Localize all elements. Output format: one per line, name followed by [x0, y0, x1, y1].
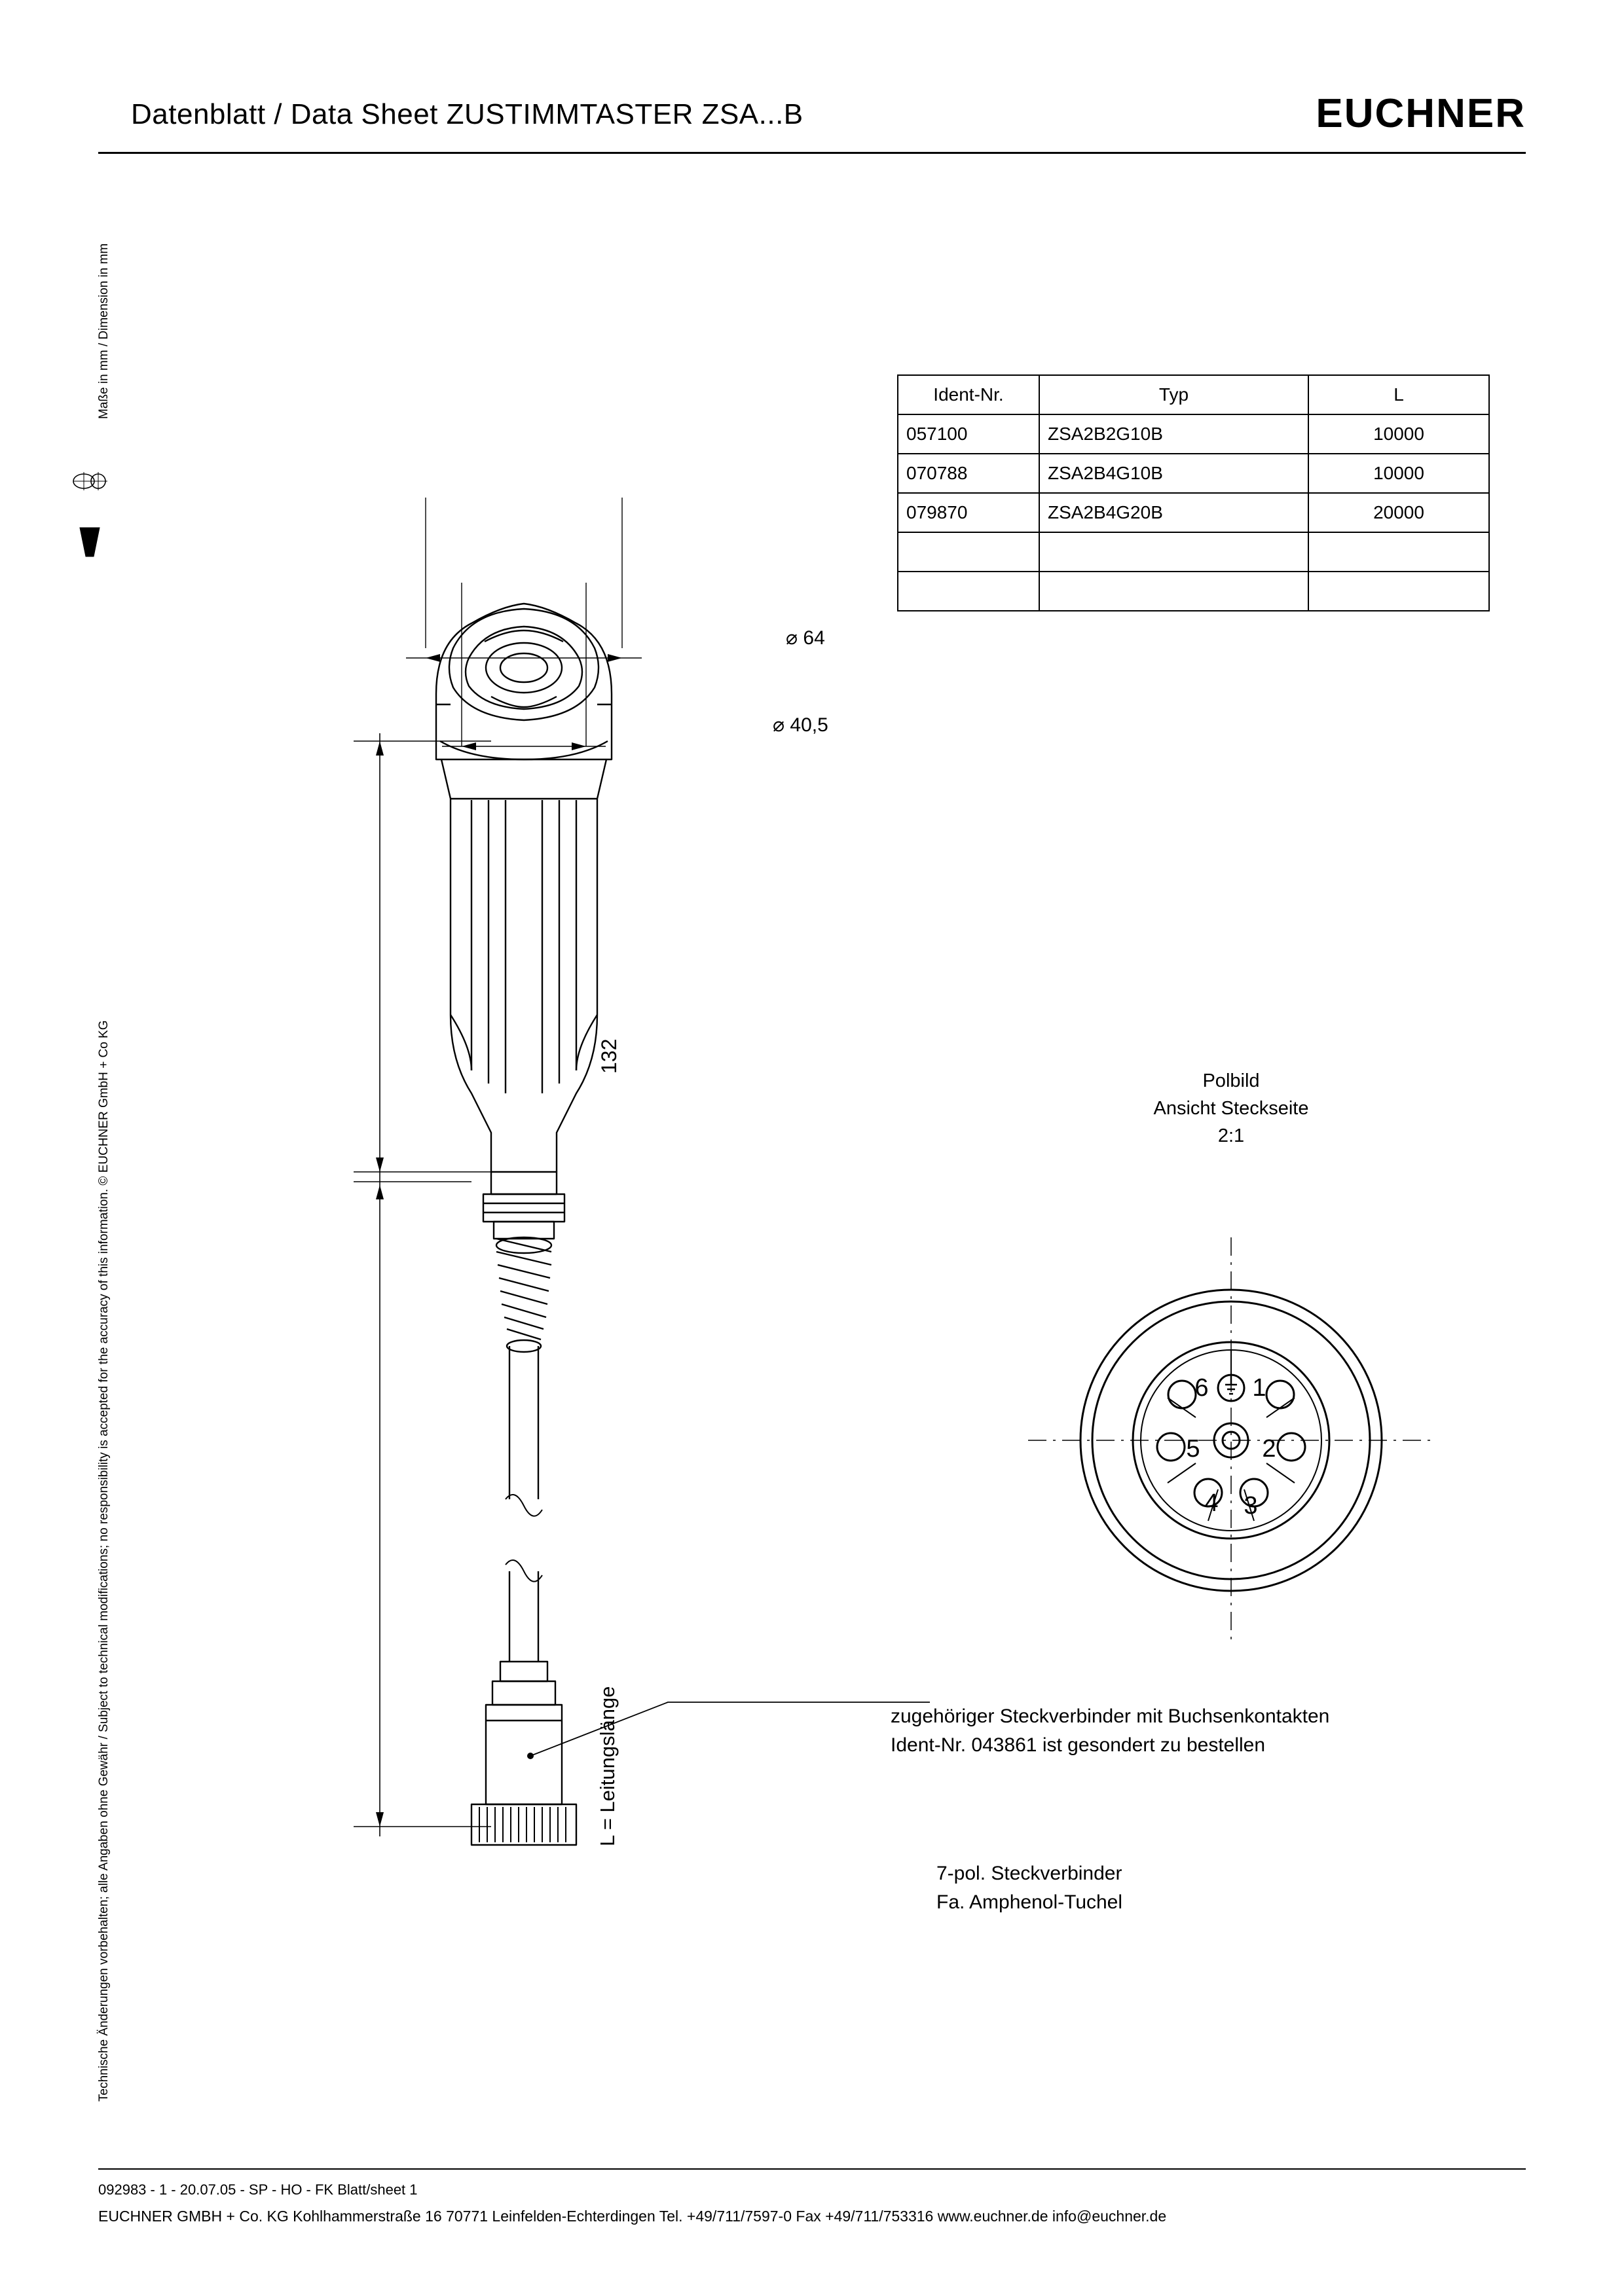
- cell-typ: ZSA2B4G20B: [1039, 493, 1308, 532]
- table-row: [898, 493, 1489, 532]
- pin-layout-diagram: [1022, 1231, 1441, 1650]
- pin-label-5: 5: [1186, 1435, 1200, 1463]
- table-header-row: [898, 375, 1489, 414]
- cell-typ: [1039, 532, 1308, 572]
- pin-label-2: 2: [1262, 1435, 1276, 1463]
- euchner-logo: EUCHNER: [1316, 91, 1526, 136]
- cell-length: 10000: [1308, 414, 1489, 454]
- dimension-cable-length: L = Leitungslänge: [596, 1686, 619, 1846]
- cell-length: [1308, 572, 1489, 611]
- legal-disclaimer: Technische Änderungen vorbehalten; alle Angaben ohne Gewähr / Subject to technical modifications; no responsibility is accepted for the accuracy of this information. © EUCHNER GmbH + Co KG: [97, 1020, 111, 2102]
- mating-connector-note: [891, 1702, 1329, 1759]
- polbild-title: Polbild: [1202, 1070, 1260, 1091]
- pin-label-1: 1: [1252, 1374, 1266, 1402]
- chamfer-symbol-icon: [73, 524, 106, 563]
- polbild-subtitle: Ansicht Steckseite: [1153, 1098, 1309, 1120]
- table-row: [898, 572, 1489, 611]
- table-row: [898, 532, 1489, 572]
- cell-ident: 057100: [898, 414, 1039, 454]
- cell-ident: 070788: [898, 454, 1039, 493]
- pin-label-3: 3: [1244, 1492, 1258, 1520]
- cell-ident: 079870: [898, 493, 1039, 532]
- first-angle-projection-icon: [72, 468, 109, 494]
- dimension-note: Maße in mm / Dimension in mm: [97, 243, 111, 419]
- table-row: [898, 454, 1489, 493]
- dimension-outer-diameter: ⌀ 64: [786, 627, 825, 649]
- cell-length: [1308, 532, 1489, 572]
- connector-callout-line1: 7-pol. Steckverbinder: [936, 1863, 1122, 1884]
- polbild-caption: [1048, 1067, 1414, 1150]
- column-header-l: L: [1308, 375, 1489, 414]
- drawing-svg: [275, 301, 943, 1846]
- mating-connector-note-line2: Ident-Nr. 043861 ist gesondert zu bestellen: [891, 1734, 1266, 1756]
- cell-typ: [1039, 572, 1308, 611]
- cell-typ: ZSA2B4G10B: [1039, 454, 1308, 493]
- cell-length: 10000: [1308, 454, 1489, 493]
- mating-connector-note-line1: zugehöriger Steckverbinder mit Buchsenkontakten: [891, 1705, 1330, 1727]
- pin-label-6: 6: [1194, 1374, 1209, 1402]
- dimension-inner-diameter: ⌀ 40,5: [773, 714, 828, 736]
- table-row: [898, 414, 1489, 454]
- dimension-height: 132: [597, 1038, 621, 1074]
- connector-callout: [936, 1859, 1122, 1916]
- pin-label-4: 4: [1204, 1489, 1219, 1517]
- cell-typ: ZSA2B2G10B: [1039, 414, 1308, 454]
- cell-length: 20000: [1308, 493, 1489, 532]
- column-header-typ: Typ: [1039, 375, 1308, 414]
- parts-table: [897, 374, 1490, 611]
- polbild-scale: 2:1: [1217, 1125, 1245, 1147]
- page-title: Datenblatt / Data Sheet ZUSTIMMTASTER ZSA...B: [131, 98, 803, 130]
- header-divider: [98, 152, 1526, 154]
- column-header-ident: Ident-Nr.: [898, 375, 1039, 414]
- footer-document-id: 092983 - 1 - 20.07.05 - SP - HO - FK Blatt/sheet 1: [98, 2181, 418, 2198]
- footer-divider: [98, 2168, 1526, 2170]
- connector-callout-line2: Fa. Amphenol-Tuchel: [936, 1891, 1123, 1913]
- footer-company-info: EUCHNER GMBH + Co. KG Kohlhammerstraße 16 70771 Leinfelden-Echterdingen Tel. +49/711/7597-0 Fax +49/711/753316 www.euchner.de info@euchner.de: [98, 2208, 1167, 2225]
